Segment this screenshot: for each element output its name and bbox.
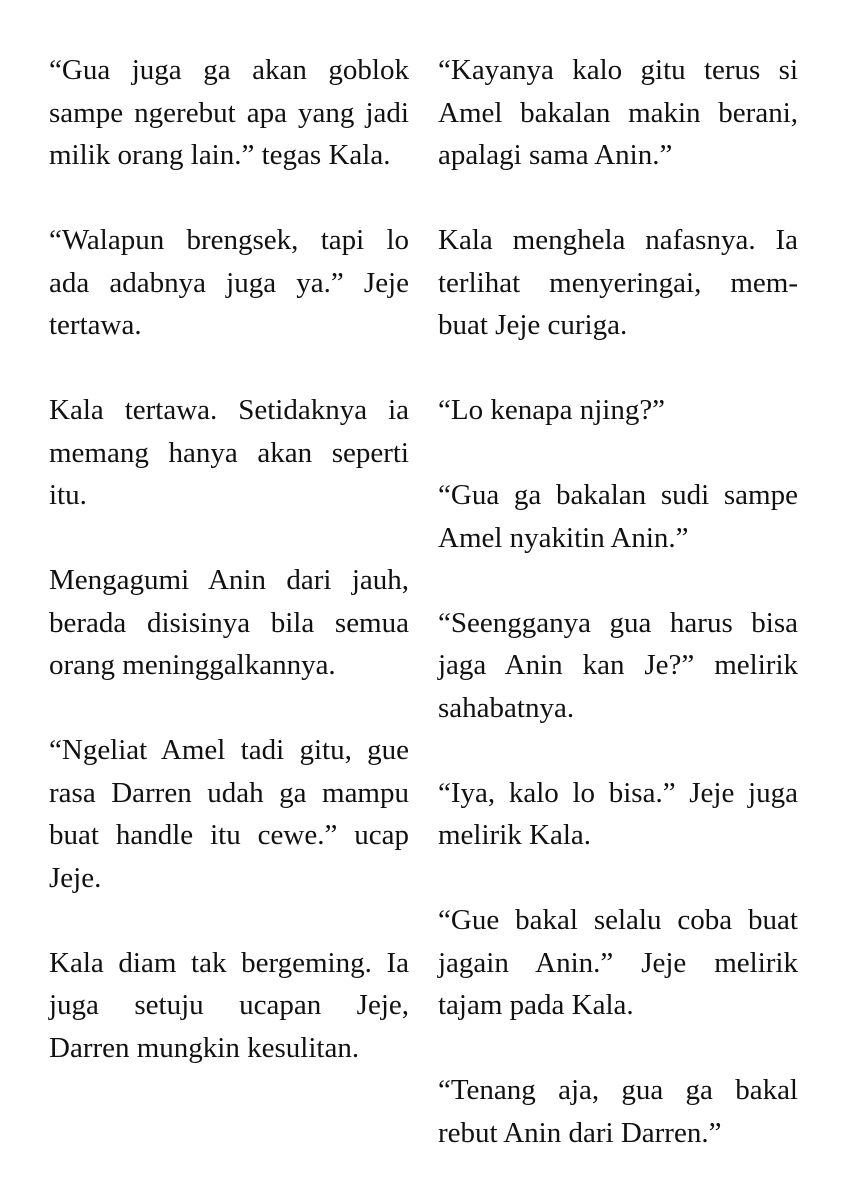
- paragraph: Kala diam tak bergeming. Ia juga setuju ucapan Jeje, Darren mungkin kesulitan.: [49, 946, 409, 1064]
- paragraph: “Iya, kalo lo bisa.” Jeje juga melirik Kala.: [438, 776, 798, 851]
- paragraph: “Lo kenapa njing?”: [438, 394, 666, 426]
- paragraph: Kala tertawa. Setidaknya ia memang hanya akan seperti itu.: [49, 394, 409, 511]
- right-text-column: [438, 49, 798, 1197]
- paragraph: “Tenang aja, gua ga bakal rebut Anin dari Darren.”: [438, 1074, 798, 1149]
- paragraph: Mengagumi Anin dari jauh, berada disisinya bila semua orang meninggalkannya.: [49, 564, 409, 681]
- paragraph: “Seengganya gua harus bisa jaga Anin kan Je?” melirik sahabatnya.: [438, 606, 798, 724]
- paragraph: Kala menghela nafasnya. Ia terlihat menyeringai, mem-buat Jeje curiga.: [438, 224, 798, 341]
- paragraph: “Gua ga bakalan sudi sampe Amel nyakitin Anin.”: [438, 479, 798, 554]
- paragraph: “Walapun brengsek, tapi lo ada adabnya juga ya.” Jeje tertawa.: [49, 224, 409, 341]
- paragraph: “Gua juga ga akan goblok sampe ngerebut apa yang jadi milik orang lain.” tegas Kala.: [49, 54, 409, 171]
- paragraph: “Gue bakal selalu coba buat jagain Anin.” Jeje melirik tajam pada Kala.: [438, 904, 798, 1021]
- left-text-column: [49, 49, 409, 1112]
- paragraph: “Ngeliat Amel tadi gitu, gue rasa Darren udah ga mampu buat handle itu cewe.” ucap Jeje.: [49, 734, 409, 894]
- paragraph: “Kayanya kalo gitu terus si Amel bakalan makin berani, apalagi sama Anin.”: [438, 54, 798, 171]
